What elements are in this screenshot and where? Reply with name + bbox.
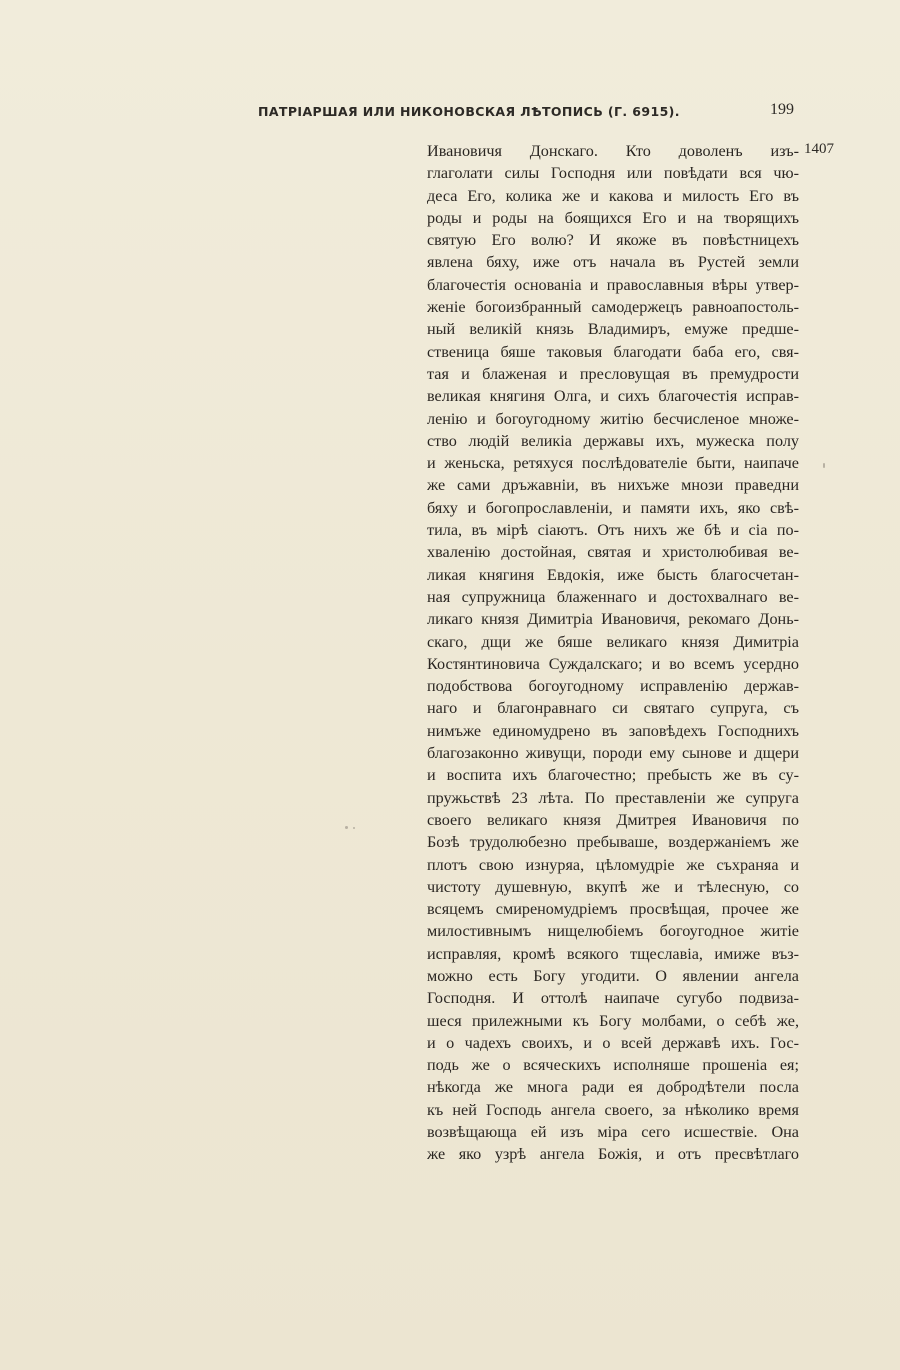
text-line: нимъже единомудрено въ заповѣдехъ Господнихъ (427, 721, 799, 740)
text-line: хваленію достойная, святая и христолюбивая ве- (427, 543, 799, 562)
text-line: явлена бяху, иже отъ начала въ Рустей земли (427, 253, 799, 272)
paper-speck (345, 826, 348, 829)
text-line: шеся прилежными къ Богу молбами, о себѣ же, (427, 1011, 799, 1030)
text-line: ственица бяше таковыя благодати баба его, свя- (427, 342, 799, 361)
text-line: всяцемъ смиреномудріемъ просвѣщая, прочее же (427, 900, 799, 919)
text-line: милостивнымъ нищелюбіемъ богоугодное житіе (427, 922, 799, 941)
text-line: тая и блаженая и пресловущая въ премудрости (427, 364, 799, 383)
text-line: деса Его, колика же и какова и милость Его въ (427, 186, 799, 205)
text-line: подь же о всяческихъ исполняше прошеніа ея; (427, 1056, 799, 1075)
text-line: подобствова богоугодному исправленію держав- (427, 677, 799, 696)
text-line: плотъ свою изнуряа, цѣломудріе же съхраняа и (427, 855, 799, 874)
text-line: святую Его волю? И якоже въ повѣстницехъ (427, 231, 799, 250)
text-line: тила, въ мірѣ сіаютъ. Отъ нихъ же бѣ и сіа по- (427, 521, 799, 540)
text-line: великая княгиня Олга, и сихъ благочестія исправ- (427, 387, 799, 406)
text-line: можно есть Богу угодити. О явлении ангела (427, 966, 799, 985)
text-line: глаголати силы Господня или повѣдати вся чю- (427, 164, 799, 183)
text-line: роды и роды на боящихся Его и на творящихъ (427, 208, 799, 227)
text-line: возвѣщающа ей изъ міра сего исшествіе. Она (427, 1123, 799, 1142)
text-line: женіе богоизбранный самодержецъ равноапостоль- (427, 298, 799, 317)
text-line: бяху и богопрославленіи, и памяти ихъ, яко свѣ- (427, 498, 799, 517)
page-number: 199 (770, 101, 794, 118)
text-line: ликаго князя Димитріа Ивановичя, рекомаго Донь- (427, 610, 799, 629)
text-line: же сами дръжавніи, въ нихъже мнози праведни (427, 476, 799, 495)
text-line: ликая княгиня Евдокія, иже бысть благосчетан- (427, 565, 799, 584)
text-line: къ ней Господь ангела своего, за нѣколико время (427, 1100, 799, 1119)
text-line: исправляя, кромѣ всякого тщеславіа, имиже въз- (427, 944, 799, 963)
text-line: скаго, дщи же бяше великаго князя Димитріа (427, 632, 799, 651)
text-line: ный великій князь Владимиръ, емуже предше- (427, 320, 799, 339)
text-line: же яко узрѣ ангела Божія, и отъ пресвѣтлаго (427, 1145, 799, 1164)
text-line: пружьствѣ 23 лѣта. По преставленіи же супруга (427, 788, 799, 807)
text-line: своего великаго князя Дмитрея Ивановичя по (427, 810, 799, 829)
text-line: и женьска, ретяхуся послѣдователіе быти, наипаче (427, 454, 799, 473)
text-line: Господня. И оттолѣ наипаче сугубо подвиза- (427, 989, 799, 1008)
marginal-year: 1407 (804, 141, 834, 157)
text-line: Бозѣ трудолюбезно пребываше, воздержаніемъ же (427, 833, 799, 852)
text-line: Костянтиновича Суждалскаго; и во всемъ усердно (427, 654, 799, 673)
text-line: ная супружница блаженнаго и достохвалнаго ве- (427, 587, 799, 606)
text-line: чистоту душевную, вкупѣ же и тѣлесную, со (427, 877, 799, 896)
running-head-title: ПАТРІАРШАЯ ИЛИ НИКОНОВСКАЯ ЛѢТОПИСЬ (Г. 6915). (258, 104, 680, 119)
text-line: благозаконно живущи, породи ему сынове и дщери (427, 744, 799, 763)
text-line: Ивановичя Донскаго. Кто доволенъ изъ- (427, 142, 799, 160)
text-line: и о чадехъ своихъ, и о всей державѣ ихъ. Гос- (427, 1033, 799, 1052)
paper-speck (823, 463, 825, 468)
main-text-column (427, 140, 799, 1166)
text-line: и воспита ихъ благочестно; пребысть же въ су- (427, 766, 799, 785)
text-line: наго и благонравнаго си святаго супруга, съ (427, 699, 799, 718)
text-line: нѣкогда же многа ради ея добродѣтели посла (427, 1078, 799, 1097)
paper-speck (353, 827, 355, 829)
text-line: благочестія основаніа и православныя вѣры утвер- (427, 275, 799, 294)
text-line: ленію и богоугодному житію бесчисленое множе- (427, 409, 799, 428)
text-line: ство людій великіа державы ихъ, мужеска полу (427, 431, 799, 450)
